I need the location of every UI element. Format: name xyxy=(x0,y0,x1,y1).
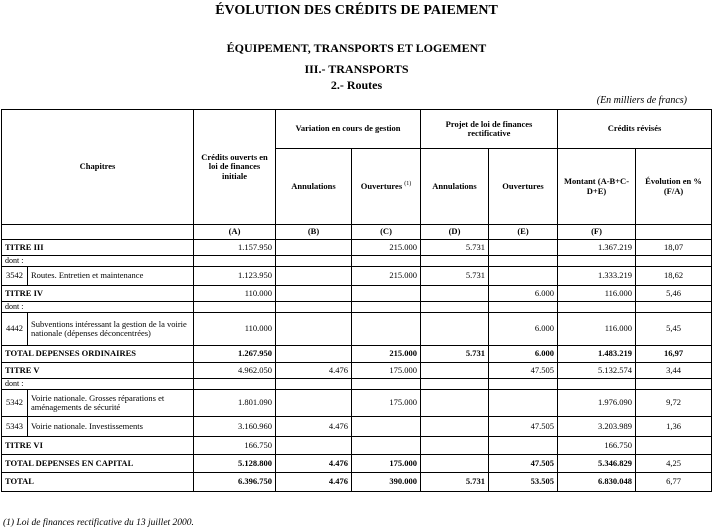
table-row: TITRE III 1.157.950 215.000 5.731 1.367.219 18,07 xyxy=(2,240,712,256)
letter-e: (E) xyxy=(489,225,558,240)
subsection-title: III.- TRANSPORTS xyxy=(304,62,409,76)
total-label: TOTAL DEPENSES ORDINAIRES xyxy=(2,346,194,363)
header-credits-ouverts: Crédits ouverts en loi de finances initiale xyxy=(194,110,276,225)
table-row: 5343 Voirie nationale. Investissements 3.160.960 4.476 47.505 3.203.989 1,36 xyxy=(2,417,712,437)
chapter-code: 5342 xyxy=(2,390,28,417)
table-row: 4442 Subventions intéressant la gestion de la voirie nationale (dépenses déconcentrées) 110.000 6.000 116.000 5,45 xyxy=(2,313,712,346)
table-row: TITRE IV 110.000 6.000 116.000 5,46 xyxy=(2,286,712,302)
dont-label: dont : xyxy=(2,256,194,267)
table-row: TOTAL DEPENSES EN CAPITAL 5.128.800 4.476 175.000 47.505 5.346.829 4,25 xyxy=(2,455,712,473)
chapter-code: 5343 xyxy=(2,417,28,437)
row-label: TITRE IV xyxy=(2,286,194,302)
dont-label: dont : xyxy=(2,379,194,390)
letter-d: (D) xyxy=(421,225,489,240)
letter-g-blank xyxy=(636,225,712,240)
table-row: TITRE VI 166.750 166.750 xyxy=(2,437,712,455)
section-title: ÉQUIPEMENT, TRANSPORTS ET LOGEMENT xyxy=(226,41,487,55)
letter-f: (F) xyxy=(558,225,636,240)
letter-a: (A) xyxy=(194,225,276,240)
chapter-label: Voirie nationale. Grosses réparations et aménagements de sécurité xyxy=(28,390,194,417)
grand-total-label: TOTAL xyxy=(2,473,194,492)
footnote: (1) Loi de finances rectificative du 13 juillet 2000. xyxy=(3,518,194,528)
table-row: 5342 Voirie nationale. Grosses réparations et aménagements de sécurité 1.801.090 175.000 1.976.090 9,72 xyxy=(2,390,712,417)
letter-b: (B) xyxy=(276,225,352,240)
header-revises: Crédits révisés xyxy=(558,110,712,149)
credits-table xyxy=(1,109,712,492)
chapter-code: 4442 xyxy=(2,313,28,346)
table-row xyxy=(2,379,712,390)
header-variation: Variation en cours de gestion xyxy=(276,110,421,149)
footnote-marker: (1) xyxy=(404,181,412,188)
row-label: TITRE V xyxy=(2,363,194,379)
header-annulations-2: Annulations xyxy=(421,149,489,225)
dont-label: dont : xyxy=(2,302,194,313)
chapter-label: Voirie nationale. Investissements xyxy=(28,417,194,437)
unit-note: (En milliers de francs) xyxy=(596,95,687,106)
page-title: ÉVOLUTION DES CRÉDITS DE PAIEMENT xyxy=(215,3,498,18)
sub-subsection-title: 2.- Routes xyxy=(330,78,383,92)
total-label: TOTAL DEPENSES EN CAPITAL xyxy=(2,455,194,473)
row-label: TITRE III xyxy=(2,240,194,256)
table-row: TOTAL DEPENSES ORDINAIRES 1.267.950 215.000 5.731 6.000 1.483.219 16,97 xyxy=(2,346,712,363)
header-ouvertures: Ouvertures $^{(1)}$ xyxy=(352,149,421,225)
header-projet: Projet de loi de finances rectificative xyxy=(421,110,558,149)
table-row xyxy=(2,302,712,313)
chapter-code: 3542 xyxy=(2,267,28,286)
header-montant: Montant (A-B+C-D+E) xyxy=(558,149,636,225)
chapter-label: Subventions intéressant la gestion de la voirie nationale (dépenses déconcentrées) xyxy=(28,313,194,346)
table-row: TITRE V 4.962.050 4.476 175.000 47.505 5.132.574 3,44 xyxy=(2,363,712,379)
header-chapitres: Chapitres xyxy=(2,110,194,225)
chapter-label: Routes. Entretien et maintenance xyxy=(28,267,194,286)
table-row: 3542 Routes. Entretien et maintenance 1.123.950 215.000 5.731 1.333.219 18,62 xyxy=(2,267,712,286)
header-annulations: Annulations xyxy=(276,149,352,225)
letter-blank xyxy=(2,225,194,240)
header-evolution: Évolution en % (F/A) xyxy=(636,149,712,225)
table-row xyxy=(2,256,712,267)
row-label: TITRE VI xyxy=(2,437,194,455)
header-ouvertures-2: Ouvertures xyxy=(489,149,558,225)
letter-c: (C) xyxy=(352,225,421,240)
table-row: TOTAL 6.396.750 4.476 390.000 5.731 53.505 6.830.048 6,77 xyxy=(2,473,712,492)
